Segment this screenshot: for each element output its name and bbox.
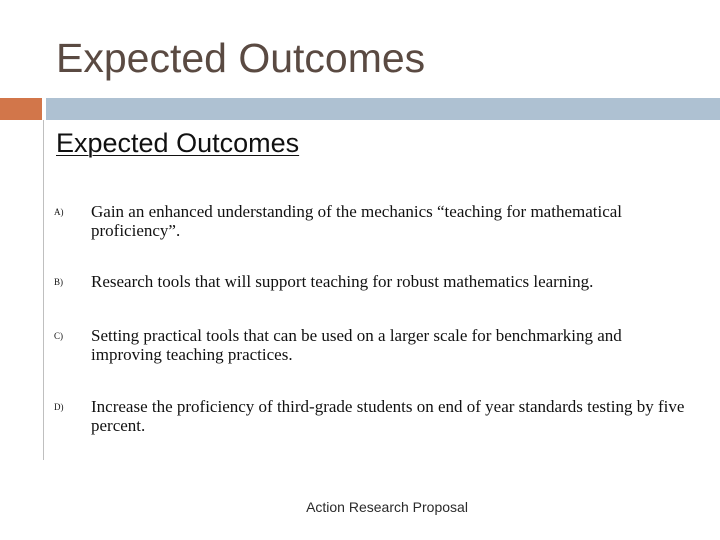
outcome-text: Increase the proficiency of third-grade students on end of year standards testing by five percent. [91,397,685,435]
slide-footer: Action Research Proposal [306,499,468,515]
accent-bar-blue [46,98,720,120]
accent-bar-orange [0,98,42,120]
outcome-marker: D) [54,402,64,412]
outcome-text: Research tools that will support teaching for robust mathematics learning. [91,272,594,291]
left-vertical-rule [43,120,44,460]
outcome-text: Gain an enhanced understanding of the mechanics “teaching for mathematical proficiency”. [91,202,623,240]
content-heading: Expected Outcomes [56,128,300,158]
outcome-marker: B) [54,277,63,287]
outcome-text: Setting practical tools that can be used on a larger scale for benchmarking and improving teaching practices. [91,326,622,364]
slide-title: Expected Outcomes [56,35,426,81]
outcome-marker: C) [54,331,63,341]
outcome-marker: A) [54,207,64,217]
